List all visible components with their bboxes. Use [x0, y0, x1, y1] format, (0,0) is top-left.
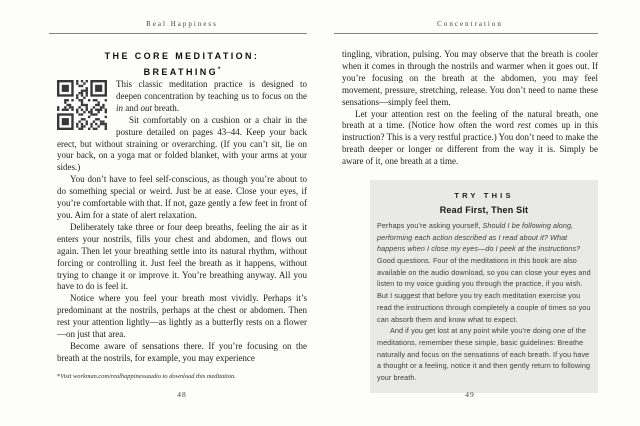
box-paragraph-guidelines: And if you get lost at any point while you’re doing one of the meditations, remember these simple, basic guidelines: Breathe naturally and focus on the sensations of each breath. If you have a thought or a feeling, notice it and then gently return to following your breath.: [377, 326, 591, 383]
qr-code-icon: [57, 80, 107, 130]
running-head-rule-right: [334, 33, 598, 34]
box-paragraph-questions: [377, 220, 591, 325]
running-head-right: Concentration: [437, 20, 503, 28]
right-page-body: [342, 49, 598, 393]
footnote-text: Visit workman.com/realhappinessaudio to download this meditation.: [60, 372, 236, 380]
italic-word: rest: [517, 120, 531, 131]
running-head-left: Real Happiness: [146, 20, 218, 28]
chapter-heading-line2: BREATHING: [143, 66, 219, 77]
paragraph-text: breath.: [152, 102, 180, 113]
footnote-marker: *: [57, 372, 61, 380]
page-number-right: 49: [465, 390, 475, 399]
paragraph-sit-comfortably: Sit comfortably on a cushion or a chair in the posture detailed on pages 43–44. Keep your back erect, but without straining or overarching. (If you can’t sit, lie on your back, on a yoga mat or folded blanket, with your arms at your sides.): [57, 114, 307, 173]
chapter-heading: [57, 50, 307, 79]
paragraph-sensations: tingling, vibration, pulsing. You may observe that the breath is cooler when it comes in through the nostrils and warmer when it goes out. If you’re focusing on the breath at the abdomen, you may feel movement, pressure, stretching, release. You don’t need to name these sensations—simply feel them.: [342, 49, 598, 107]
paragraph-text: Perhaps you’re asking yourself,: [377, 220, 483, 230]
try-this-label: TRY THIS: [454, 191, 514, 201]
page-left: [57, 0, 307, 426]
paragraph-text: Let your attention rest on the feeling of the natural breath, one breath at a time. (Notice how often the word: [342, 108, 598, 131]
italic-question: Should I be following along, performing each action described as I read about it? What happens when I close my eyes—do I peek at the instructions?: [377, 220, 581, 254]
paragraph-text: and: [123, 102, 141, 113]
italic-word: out: [140, 102, 153, 113]
try-this-box: [370, 180, 598, 393]
footnote: [57, 373, 307, 381]
paragraph-text: This classic meditation practice is designed to deepen concentration by teaching us to focus on the: [116, 79, 307, 101]
page-right: [342, 0, 598, 426]
paragraph-text: comes up in this instruction? This is a very restful practice.) You don’t need to make the breath deeper or longer or different from the way it is. Simply be aware of it, one breath at a time.: [342, 120, 598, 167]
page-number-left: 48: [177, 390, 187, 399]
paragraph-self-conscious: You don’t have to feel self-conscious, as though you’re about to do something special or weird. Just be at ease. Close your eyes, if you’re comfortable with that. If not, gaze gently a few feet in front of you. Aim for a state of alert relaxation.: [57, 174, 307, 220]
paragraph-deep-breaths: Deliberately take three or four deep breaths, feeling the air as it enters your nostrils, fills your chest and abdomen, and flows out again. Then let your breathing settle into its natural rhythm, without forcing or controlling it. Just feel the breath as it happens, without trying to change it or improve it. You’re breathing anyway. All you have to do is feel it.: [57, 221, 307, 292]
italic-word: in: [116, 102, 124, 113]
running-head-rule-left: [49, 33, 307, 34]
left-page-body: [57, 79, 307, 381]
paragraph-text: Good questions. Four of the meditations in this book are also available on the audio download, so you can close your eyes and listen to my voice guiding you through the practice, if you wish. But I suggest that before you try each meditation exercise you read the instructions through completely a couple of times so you can absorb them and know what to expect.: [377, 255, 591, 324]
chapter-heading-line1: THE CORE MEDITATION:: [104, 51, 260, 61]
paragraph-notice-breath: Notice where you feel your breath most vividly. Perhaps it’s predominant at the nostrils, perhaps at the chest or abdomen. Then rest your attention lightly—as lightly as a butterfly rests on a flower—on just that area.: [57, 293, 307, 340]
paragraph-become-aware: Become aware of sensations there. If you’re focusing on the breath at the nostrils, for example, you may experience: [57, 340, 307, 363]
paragraph-attention-rest: [342, 109, 598, 169]
footnote-reference-asterisk: *: [218, 66, 221, 73]
try-this-title: Read First, Then Sit: [439, 204, 529, 215]
